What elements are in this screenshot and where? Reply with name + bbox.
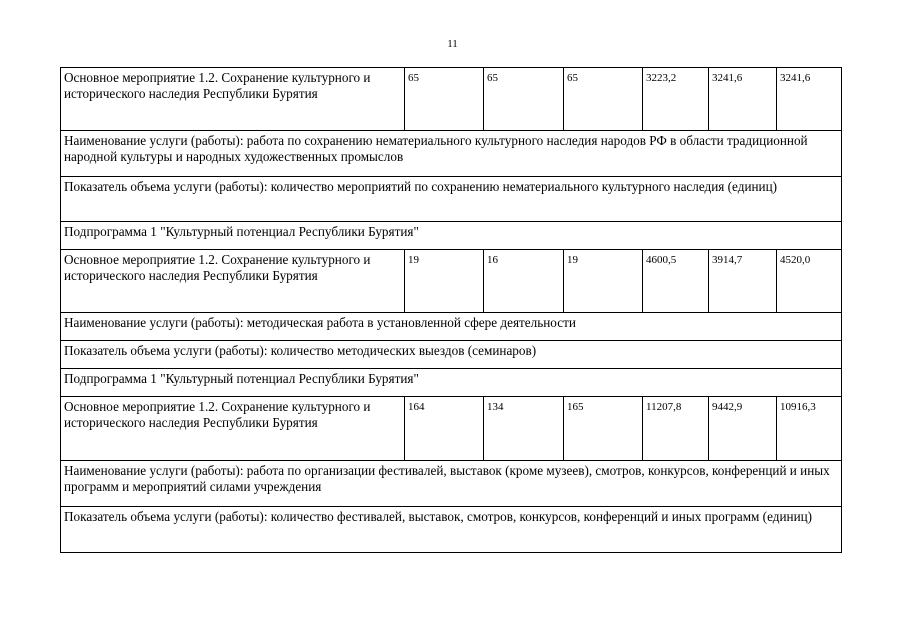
- table-row: [61, 131, 842, 177]
- value-cell: 10916,3: [777, 397, 842, 461]
- table-row: [61, 313, 842, 341]
- service-indicator-cell: Показатель объема услуги (работы): количество фестивалей, выставок, смотров, конкурсов, конференций и иных программ (единиц): [61, 507, 842, 553]
- value-cell: 134: [484, 397, 564, 461]
- subprogram-cell: Подпрограмма 1 "Культурный потенциал Республики Бурятия": [61, 369, 842, 397]
- value-cell: 16: [484, 250, 564, 313]
- activity-name-cell: Основное мероприятие 1.2. Сохранение культурного и исторического наследия Республики Бурятия: [61, 68, 405, 131]
- service-indicator-cell: Показатель объема услуги (работы): количество методических выездов (семинаров): [61, 341, 842, 369]
- table-row: [61, 461, 842, 507]
- value-cell: 3223,2: [643, 68, 709, 131]
- value-cell: 3241,6: [709, 68, 777, 131]
- value-cell: 165: [564, 397, 643, 461]
- table-row: [61, 177, 842, 222]
- value-cell: 19: [564, 250, 643, 313]
- value-cell: 164: [405, 397, 484, 461]
- value-cell: 11207,8: [643, 397, 709, 461]
- table-row: [61, 222, 842, 250]
- value-cell: 65: [405, 68, 484, 131]
- value-cell: 9442,9: [709, 397, 777, 461]
- value-cell: 65: [484, 68, 564, 131]
- page-number: 11: [447, 38, 458, 50]
- table-row: [61, 250, 842, 313]
- value-cell: 4600,5: [643, 250, 709, 313]
- services-table: [60, 67, 842, 553]
- value-cell: 19: [405, 250, 484, 313]
- table-row: [61, 397, 842, 461]
- table-row: [61, 507, 842, 553]
- value-cell: 3914,7: [709, 250, 777, 313]
- value-cell: 4520,0: [777, 250, 842, 313]
- table-row: [61, 341, 842, 369]
- service-name-cell: Наименование услуги (работы): работа по сохранению нематериального культурного наследия народов РФ в области традиционной народной культуры и народных художественных промыслов: [61, 131, 842, 177]
- service-indicator-cell: Показатель объема услуги (работы): количество мероприятий по сохранению нематериального культурного наследия (единиц): [61, 177, 842, 222]
- activity-name-cell: Основное мероприятие 1.2. Сохранение культурного и исторического наследия Республики Бурятия: [61, 397, 405, 461]
- service-name-cell: Наименование услуги (работы): работа по организации фестивалей, выставок (кроме музеев), смотров, конкурсов, конференций и иных программ и мероприятий силами учреждения: [61, 461, 842, 507]
- table-row: [61, 68, 842, 131]
- activity-name-cell: Основное мероприятие 1.2. Сохранение культурного и исторического наследия Республики Бурятия: [61, 250, 405, 313]
- value-cell: 65: [564, 68, 643, 131]
- service-name-cell: Наименование услуги (работы): методическая работа в установленной сфере деятельности: [61, 313, 842, 341]
- table-row: [61, 369, 842, 397]
- value-cell: 3241,6: [777, 68, 842, 131]
- subprogram-cell: Подпрограмма 1 "Культурный потенциал Республики Бурятия": [61, 222, 842, 250]
